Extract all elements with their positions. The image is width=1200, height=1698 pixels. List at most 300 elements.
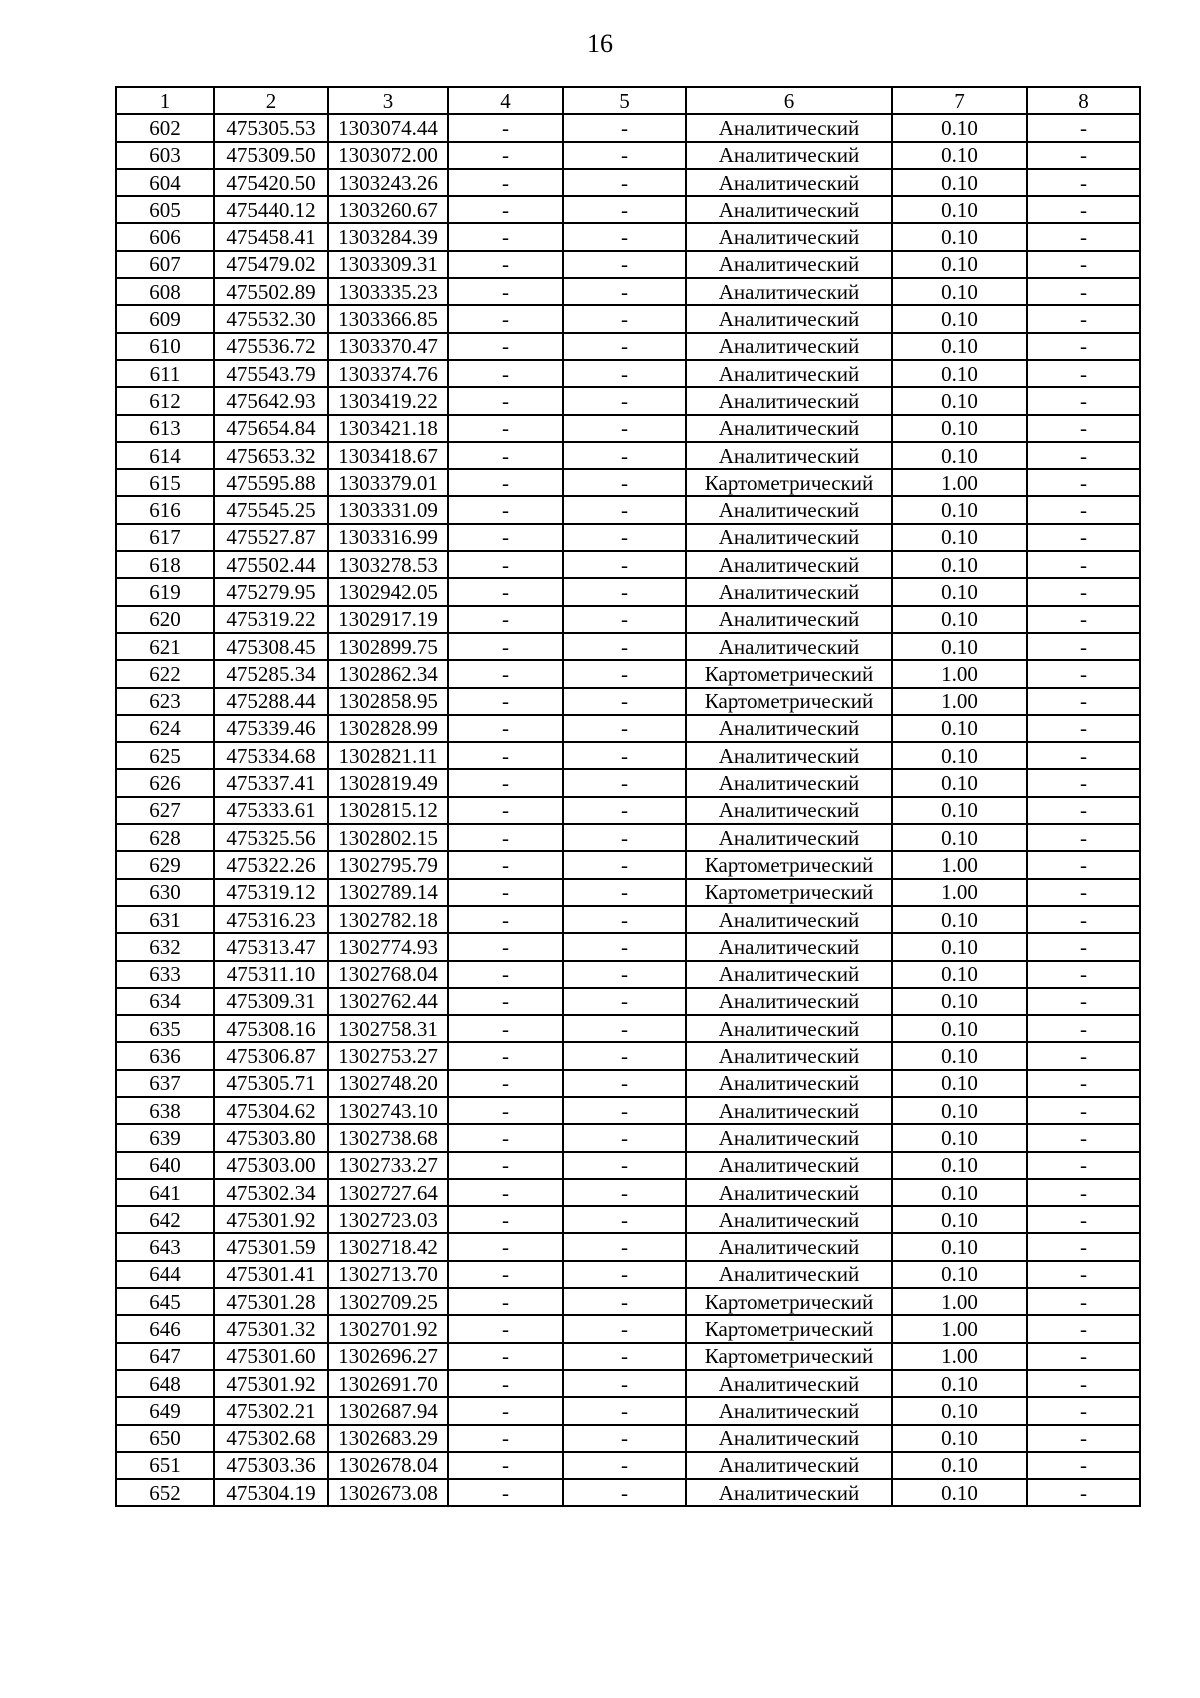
y-coordinate-cell: 1302942.05 [328, 578, 448, 605]
table-row [116, 524, 1140, 551]
y-coordinate-cell: 1303243.26 [328, 169, 448, 196]
method-cell: Аналитический [686, 333, 892, 360]
y-coordinate-cell: 1302733.27 [328, 1152, 448, 1179]
point-number-cell: 634 [116, 988, 214, 1015]
x-coordinate-cell: 475536.72 [214, 333, 328, 360]
method-cell: Аналитический [686, 742, 892, 769]
point-number-cell: 643 [116, 1233, 214, 1260]
header-cell: 6 [686, 87, 892, 114]
y-coordinate-cell: 1303072.00 [328, 142, 448, 169]
y-coordinate-cell: 1303370.47 [328, 333, 448, 360]
column-4-cell: - [448, 1370, 563, 1397]
column-8-cell: - [1027, 633, 1140, 660]
column-8-cell: - [1027, 442, 1140, 469]
method-cell: Аналитический [686, 1097, 892, 1124]
column-4-cell: - [448, 715, 563, 742]
method-cell: Аналитический [686, 769, 892, 796]
point-number-cell: 609 [116, 305, 214, 332]
method-cell: Аналитический [686, 824, 892, 851]
column-5-cell: - [563, 387, 686, 414]
x-coordinate-cell: 475301.28 [214, 1288, 328, 1315]
accuracy-cell: 0.10 [892, 251, 1027, 278]
y-coordinate-cell: 1302821.11 [328, 742, 448, 769]
point-number-cell: 652 [116, 1479, 214, 1506]
method-cell: Аналитический [686, 1124, 892, 1151]
accuracy-cell: 0.10 [892, 1397, 1027, 1424]
header-cell: 7 [892, 87, 1027, 114]
table-row [116, 1315, 1140, 1342]
x-coordinate-cell: 475532.30 [214, 305, 328, 332]
column-5-cell: - [563, 660, 686, 687]
table-row [116, 1233, 1140, 1260]
accuracy-cell: 0.10 [892, 1452, 1027, 1479]
x-coordinate-cell: 475304.62 [214, 1097, 328, 1124]
point-number-cell: 628 [116, 824, 214, 851]
point-number-cell: 622 [116, 660, 214, 687]
column-4-cell: - [448, 879, 563, 906]
x-coordinate-cell: 475543.79 [214, 360, 328, 387]
table-row [116, 824, 1140, 851]
column-8-cell: - [1027, 1479, 1140, 1506]
point-number-cell: 637 [116, 1070, 214, 1097]
y-coordinate-cell: 1303374.76 [328, 360, 448, 387]
table-body [116, 114, 1140, 1506]
accuracy-cell: 0.10 [892, 415, 1027, 442]
column-5-cell: - [563, 1479, 686, 1506]
accuracy-cell: 0.10 [892, 442, 1027, 469]
method-cell: Картометрический [686, 1343, 892, 1370]
column-5-cell: - [563, 769, 686, 796]
point-number-cell: 627 [116, 797, 214, 824]
method-cell: Аналитический [686, 196, 892, 223]
accuracy-cell: 0.10 [892, 1479, 1027, 1506]
accuracy-cell: 0.10 [892, 906, 1027, 933]
method-cell: Аналитический [686, 1015, 892, 1042]
y-coordinate-cell: 1303418.67 [328, 442, 448, 469]
y-coordinate-cell: 1303335.23 [328, 278, 448, 305]
x-coordinate-cell: 475502.89 [214, 278, 328, 305]
accuracy-cell: 0.10 [892, 988, 1027, 1015]
column-5-cell: - [563, 797, 686, 824]
column-4-cell: - [448, 469, 563, 496]
column-8-cell: - [1027, 742, 1140, 769]
column-8-cell: - [1027, 715, 1140, 742]
column-5-cell: - [563, 1397, 686, 1424]
column-8-cell: - [1027, 988, 1140, 1015]
accuracy-cell: 0.10 [892, 824, 1027, 851]
point-number-cell: 602 [116, 114, 214, 141]
column-5-cell: - [563, 278, 686, 305]
point-number-cell: 603 [116, 142, 214, 169]
column-5-cell: - [563, 524, 686, 551]
accuracy-cell: 0.10 [892, 169, 1027, 196]
column-4-cell: - [448, 114, 563, 141]
point-number-cell: 638 [116, 1097, 214, 1124]
column-5-cell: - [563, 1152, 686, 1179]
column-4-cell: - [448, 1124, 563, 1151]
method-cell: Аналитический [686, 933, 892, 960]
column-5-cell: - [563, 114, 686, 141]
y-coordinate-cell: 1303379.01 [328, 469, 448, 496]
page-number: 16 [587, 29, 613, 58]
method-cell: Аналитический [686, 1206, 892, 1233]
table-row [116, 906, 1140, 933]
y-coordinate-cell: 1303421.18 [328, 415, 448, 442]
column-4-cell: - [448, 1315, 563, 1342]
column-4-cell: - [448, 933, 563, 960]
column-5-cell: - [563, 469, 686, 496]
column-4-cell: - [448, 660, 563, 687]
table-row [116, 933, 1140, 960]
column-5-cell: - [563, 879, 686, 906]
column-4-cell: - [448, 223, 563, 250]
method-cell: Аналитический [686, 1370, 892, 1397]
x-coordinate-cell: 475313.47 [214, 933, 328, 960]
column-4-cell: - [448, 524, 563, 551]
column-8-cell: - [1027, 1288, 1140, 1315]
y-coordinate-cell: 1302753.27 [328, 1042, 448, 1069]
column-8-cell: - [1027, 769, 1140, 796]
table-row [116, 578, 1140, 605]
column-4-cell: - [448, 360, 563, 387]
table-row [116, 551, 1140, 578]
column-4-cell: - [448, 1070, 563, 1097]
column-5-cell: - [563, 415, 686, 442]
table-row [116, 1370, 1140, 1397]
x-coordinate-cell: 475420.50 [214, 169, 328, 196]
y-coordinate-cell: 1302718.42 [328, 1233, 448, 1260]
table-row [116, 1479, 1140, 1506]
y-coordinate-cell: 1302748.20 [328, 1070, 448, 1097]
column-4-cell: - [448, 1179, 563, 1206]
method-cell: Аналитический [686, 606, 892, 633]
method-cell: Аналитический [686, 169, 892, 196]
column-8-cell: - [1027, 1206, 1140, 1233]
column-4-cell: - [448, 196, 563, 223]
y-coordinate-cell: 1302819.49 [328, 769, 448, 796]
column-8-cell: - [1027, 1425, 1140, 1452]
accuracy-cell: 1.00 [892, 469, 1027, 496]
column-8-cell: - [1027, 688, 1140, 715]
point-number-cell: 616 [116, 496, 214, 523]
method-cell: Аналитический [686, 1042, 892, 1069]
table-row [116, 1206, 1140, 1233]
table-row [116, 496, 1140, 523]
method-cell: Аналитический [686, 1179, 892, 1206]
point-number-cell: 631 [116, 906, 214, 933]
point-number-cell: 648 [116, 1370, 214, 1397]
x-coordinate-cell: 475302.34 [214, 1179, 328, 1206]
column-5-cell: - [563, 742, 686, 769]
accuracy-cell: 0.10 [892, 1179, 1027, 1206]
column-5-cell: - [563, 988, 686, 1015]
point-number-cell: 635 [116, 1015, 214, 1042]
table-row [116, 688, 1140, 715]
table-row [116, 223, 1140, 250]
column-5-cell: - [563, 196, 686, 223]
column-8-cell: - [1027, 1315, 1140, 1342]
column-5-cell: - [563, 1261, 686, 1288]
column-5-cell: - [563, 1042, 686, 1069]
x-coordinate-cell: 475458.41 [214, 223, 328, 250]
accuracy-cell: 0.10 [892, 387, 1027, 414]
table-row [116, 469, 1140, 496]
accuracy-cell: 0.10 [892, 1124, 1027, 1151]
x-coordinate-cell: 475654.84 [214, 415, 328, 442]
column-8-cell: - [1027, 387, 1140, 414]
column-4-cell: - [448, 578, 563, 605]
column-5-cell: - [563, 496, 686, 523]
column-4-cell: - [448, 742, 563, 769]
column-5-cell: - [563, 824, 686, 851]
x-coordinate-cell: 475303.80 [214, 1124, 328, 1151]
y-coordinate-cell: 1302917.19 [328, 606, 448, 633]
column-8-cell: - [1027, 578, 1140, 605]
column-5-cell: - [563, 606, 686, 633]
point-number-cell: 619 [116, 578, 214, 605]
x-coordinate-cell: 475301.59 [214, 1233, 328, 1260]
point-number-cell: 614 [116, 442, 214, 469]
y-coordinate-cell: 1303284.39 [328, 223, 448, 250]
column-8-cell: - [1027, 496, 1140, 523]
accuracy-cell: 0.10 [892, 1152, 1027, 1179]
table-row [116, 1288, 1140, 1315]
column-5-cell: - [563, 688, 686, 715]
x-coordinate-cell: 475337.41 [214, 769, 328, 796]
column-4-cell: - [448, 1152, 563, 1179]
point-number-cell: 610 [116, 333, 214, 360]
accuracy-cell: 1.00 [892, 879, 1027, 906]
x-coordinate-cell: 475325.56 [214, 824, 328, 851]
table-row [116, 961, 1140, 988]
point-number-cell: 636 [116, 1042, 214, 1069]
y-coordinate-cell: 1302828.99 [328, 715, 448, 742]
y-coordinate-cell: 1302858.95 [328, 688, 448, 715]
column-5-cell: - [563, 933, 686, 960]
accuracy-cell: 0.10 [892, 578, 1027, 605]
accuracy-cell: 0.10 [892, 1097, 1027, 1124]
x-coordinate-cell: 475301.32 [214, 1315, 328, 1342]
y-coordinate-cell: 1303260.67 [328, 196, 448, 223]
column-4-cell: - [448, 1343, 563, 1370]
column-5-cell: - [563, 1452, 686, 1479]
method-cell: Аналитический [686, 1261, 892, 1288]
table-row [116, 1425, 1140, 1452]
column-8-cell: - [1027, 1042, 1140, 1069]
accuracy-cell: 1.00 [892, 1315, 1027, 1342]
point-number-cell: 639 [116, 1124, 214, 1151]
column-5-cell: - [563, 551, 686, 578]
method-cell: Аналитический [686, 114, 892, 141]
table-row [116, 606, 1140, 633]
table-row [116, 1042, 1140, 1069]
point-number-cell: 620 [116, 606, 214, 633]
y-coordinate-cell: 1303316.99 [328, 524, 448, 551]
method-cell: Аналитический [686, 1425, 892, 1452]
column-4-cell: - [448, 442, 563, 469]
table-row [116, 169, 1140, 196]
x-coordinate-cell: 475527.87 [214, 524, 328, 551]
column-8-cell: - [1027, 223, 1140, 250]
y-coordinate-cell: 1302723.03 [328, 1206, 448, 1233]
table-row [116, 333, 1140, 360]
column-5-cell: - [563, 251, 686, 278]
column-8-cell: - [1027, 360, 1140, 387]
point-number-cell: 626 [116, 769, 214, 796]
column-8-cell: - [1027, 1343, 1140, 1370]
table-row [116, 1070, 1140, 1097]
table-row [116, 1152, 1140, 1179]
accuracy-cell: 0.10 [892, 1070, 1027, 1097]
column-4-cell: - [448, 633, 563, 660]
accuracy-cell: 0.10 [892, 114, 1027, 141]
method-cell: Аналитический [686, 524, 892, 551]
y-coordinate-cell: 1302687.94 [328, 1397, 448, 1424]
y-coordinate-cell: 1303419.22 [328, 387, 448, 414]
table-row [116, 1097, 1140, 1124]
accuracy-cell: 0.10 [892, 524, 1027, 551]
column-8-cell: - [1027, 1124, 1140, 1151]
x-coordinate-cell: 475305.71 [214, 1070, 328, 1097]
point-number-cell: 646 [116, 1315, 214, 1342]
column-4-cell: - [448, 824, 563, 851]
column-4-cell: - [448, 1042, 563, 1069]
method-cell: Аналитический [686, 961, 892, 988]
x-coordinate-cell: 475333.61 [214, 797, 328, 824]
column-5-cell: - [563, 442, 686, 469]
y-coordinate-cell: 1302696.27 [328, 1343, 448, 1370]
method-cell: Картометрический [686, 1288, 892, 1315]
method-cell: Аналитический [686, 1070, 892, 1097]
column-5-cell: - [563, 1288, 686, 1315]
column-4-cell: - [448, 988, 563, 1015]
point-number-cell: 640 [116, 1152, 214, 1179]
point-number-cell: 633 [116, 961, 214, 988]
header-cell: 8 [1027, 87, 1140, 114]
column-5-cell: - [563, 142, 686, 169]
x-coordinate-cell: 475316.23 [214, 906, 328, 933]
accuracy-cell: 0.10 [892, 1042, 1027, 1069]
table-row [116, 633, 1140, 660]
column-4-cell: - [448, 797, 563, 824]
column-5-cell: - [563, 1097, 686, 1124]
column-5-cell: - [563, 1179, 686, 1206]
column-8-cell: - [1027, 1152, 1140, 1179]
header-cell: 4 [448, 87, 563, 114]
table-row [116, 1397, 1140, 1424]
point-number-cell: 608 [116, 278, 214, 305]
y-coordinate-cell: 1302899.75 [328, 633, 448, 660]
column-8-cell: - [1027, 469, 1140, 496]
method-cell: Аналитический [686, 578, 892, 605]
x-coordinate-cell: 475319.12 [214, 879, 328, 906]
x-coordinate-cell: 475305.53 [214, 114, 328, 141]
coordinates-table [115, 86, 1141, 1507]
column-5-cell: - [563, 1370, 686, 1397]
column-4-cell: - [448, 251, 563, 278]
method-cell: Картометрический [686, 688, 892, 715]
point-number-cell: 604 [116, 169, 214, 196]
table-row [116, 142, 1140, 169]
accuracy-cell: 0.10 [892, 1015, 1027, 1042]
point-number-cell: 624 [116, 715, 214, 742]
method-cell: Аналитический [686, 551, 892, 578]
table-row [116, 415, 1140, 442]
point-number-cell: 621 [116, 633, 214, 660]
column-8-cell: - [1027, 142, 1140, 169]
accuracy-cell: 0.10 [892, 360, 1027, 387]
accuracy-cell: 0.10 [892, 715, 1027, 742]
column-5-cell: - [563, 1124, 686, 1151]
table-row [116, 387, 1140, 414]
accuracy-cell: 1.00 [892, 660, 1027, 687]
table-row [116, 1343, 1140, 1370]
column-5-cell: - [563, 360, 686, 387]
point-number-cell: 647 [116, 1343, 214, 1370]
column-4-cell: - [448, 1425, 563, 1452]
point-number-cell: 623 [116, 688, 214, 715]
column-8-cell: - [1027, 824, 1140, 851]
accuracy-cell: 0.10 [892, 333, 1027, 360]
accuracy-cell: 0.10 [892, 1261, 1027, 1288]
column-4-cell: - [448, 169, 563, 196]
column-8-cell: - [1027, 1397, 1140, 1424]
accuracy-cell: 0.10 [892, 496, 1027, 523]
method-cell: Аналитический [686, 1452, 892, 1479]
point-number-cell: 606 [116, 223, 214, 250]
method-cell: Аналитический [686, 1479, 892, 1506]
x-coordinate-cell: 475302.21 [214, 1397, 328, 1424]
column-5-cell: - [563, 1315, 686, 1342]
y-coordinate-cell: 1302709.25 [328, 1288, 448, 1315]
method-cell: Аналитический [686, 633, 892, 660]
y-coordinate-cell: 1302743.10 [328, 1097, 448, 1124]
x-coordinate-cell: 475308.45 [214, 633, 328, 660]
column-4-cell: - [448, 496, 563, 523]
table-row [116, 442, 1140, 469]
column-4-cell: - [448, 906, 563, 933]
x-coordinate-cell: 475339.46 [214, 715, 328, 742]
table-row [116, 715, 1140, 742]
method-cell: Аналитический [686, 142, 892, 169]
table-header [116, 87, 1140, 114]
column-4-cell: - [448, 1479, 563, 1506]
column-8-cell: - [1027, 1233, 1140, 1260]
column-4-cell: - [448, 688, 563, 715]
point-number-cell: 607 [116, 251, 214, 278]
column-8-cell: - [1027, 1070, 1140, 1097]
accuracy-cell: 0.10 [892, 223, 1027, 250]
method-cell: Аналитический [686, 360, 892, 387]
point-number-cell: 611 [116, 360, 214, 387]
y-coordinate-cell: 1302727.64 [328, 1179, 448, 1206]
table-row [116, 360, 1140, 387]
x-coordinate-cell: 475595.88 [214, 469, 328, 496]
column-8-cell: - [1027, 1261, 1140, 1288]
column-5-cell: - [563, 1233, 686, 1260]
point-number-cell: 650 [116, 1425, 214, 1452]
method-cell: Картометрический [686, 851, 892, 878]
column-5-cell: - [563, 223, 686, 250]
x-coordinate-cell: 475303.36 [214, 1452, 328, 1479]
y-coordinate-cell: 1302815.12 [328, 797, 448, 824]
x-coordinate-cell: 475308.16 [214, 1015, 328, 1042]
accuracy-cell: 0.10 [892, 961, 1027, 988]
method-cell: Картометрический [686, 1315, 892, 1342]
column-8-cell: - [1027, 851, 1140, 878]
column-4-cell: - [448, 1097, 563, 1124]
x-coordinate-cell: 475301.41 [214, 1261, 328, 1288]
